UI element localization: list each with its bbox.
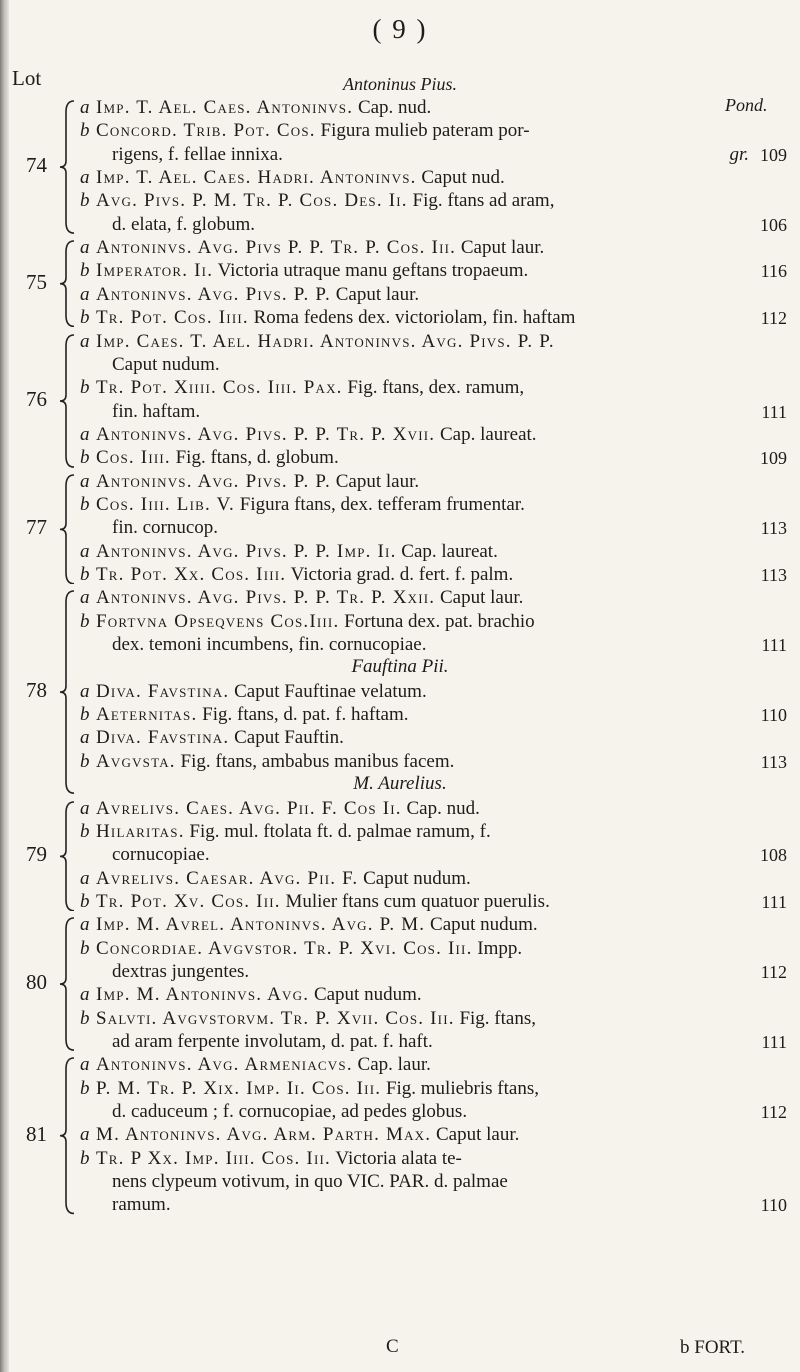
- entry-text: Tr. Pot. Xv. Cos. Iii. Mulier ftans cum quatuor puerulis.: [96, 890, 550, 912]
- entry-weight: 108: [760, 845, 787, 866]
- lot-brace: [58, 474, 76, 585]
- entry-side-letter: a: [80, 797, 90, 819]
- entry-side-letter: b: [80, 1147, 90, 1169]
- entry-weight: 110: [760, 1195, 787, 1216]
- coin-legend: Avg. Pivs. P. M. Tr. P. Cos. Des. Ii.: [96, 190, 408, 212]
- entry-text: Avrelivs. Caesar. Avg. Pii. F. Caput nudum.: [96, 867, 471, 889]
- entry-weight: 112: [760, 1102, 787, 1123]
- entry-side-letter: b: [80, 610, 90, 632]
- entry-weight: 109: [760, 144, 787, 165]
- entry-text: Tr. Pot. Cos. Iiii. Roma fedens dex. victoriolam, fin. haftam: [96, 307, 576, 329]
- entry-weight: 112: [760, 961, 787, 982]
- entry-text: nens clypeum votivum, in quo VIC. PAR. d. palmae: [112, 1171, 508, 1193]
- entry-text: Fortvna Opseqvens Cos.Iiii. Fortuna dex. pat. brachio: [96, 610, 535, 632]
- entry-side-letter: a: [80, 470, 90, 492]
- entry-text: Antoninvs. Avg. Pivs. P. P. Imp. Ii. Cap. laureat.: [96, 540, 498, 562]
- coin-legend: Imp. M. Antoninvs. Avg.: [96, 984, 310, 1006]
- coin-legend: Avgvsta.: [96, 750, 176, 772]
- entry-text: [96, 330, 555, 354]
- entry-side-letter: b: [80, 260, 90, 282]
- entry-side-letter: a: [80, 540, 90, 562]
- coin-legend: Antoninvs. Avg. Pivs. P. P. Tr. P. Xxii.: [96, 587, 436, 609]
- coin-legend: Cos. Iiii.: [96, 447, 171, 469]
- entry-side-letter: b: [80, 1077, 90, 1099]
- entry-text: Diva. Favstina. Caput Fauftin.: [96, 727, 344, 749]
- entry-text: Avrelivs. Caes. Avg. Pii. F. Cos Ii. Cap. nud.: [96, 797, 480, 819]
- lot-number: 75: [26, 269, 47, 294]
- running-head: Antoninus Pius.: [342, 74, 457, 94]
- entry-text: Antoninvs. Avg. Pivs P. P. Tr. P. Cos. Iii. Caput laur.: [96, 237, 545, 259]
- coin-legend: Tr. Pot. Cos. Iiii.: [96, 307, 249, 329]
- section-subheading: Fauftina Pii.: [351, 656, 449, 678]
- entry-side-letter: a: [80, 1054, 90, 1076]
- entry-side-letter: b: [80, 937, 90, 959]
- entry-text: Cos. Iiii. Lib. V. Figura ftans, dex. tefferam frumentar.: [96, 493, 525, 515]
- entry-side-letter: a: [80, 167, 90, 189]
- entry-side-letter: a: [80, 867, 90, 889]
- coin-legend: Imp. Caes. T. Ael. Hadri. Antoninvs. Avg. Pivs. P. P.: [96, 330, 555, 352]
- coin-legend: Fortvna Opseqvens Cos.Iiii.: [96, 610, 340, 632]
- entry-side-letter: a: [80, 330, 90, 352]
- coin-legend: Tr. Pot. Xx. Cos. Iiii.: [96, 564, 287, 585]
- entry-weight: 113: [760, 565, 787, 585]
- entry-weight: 112: [760, 308, 787, 329]
- lot-brace: [58, 801, 76, 912]
- catchword: b FORT.: [680, 1337, 746, 1358]
- lot-brace: [58, 334, 76, 468]
- entry-text: Concordiae. Avgvstor. Tr. P. Xvi. Cos. Iii. Impp.: [96, 937, 523, 959]
- entry-side-letter: a: [80, 914, 90, 936]
- entry-text: Avg. Pivs. P. M. Tr. P. Cos. Des. Ii. Fig. ftans ad aram,: [96, 190, 555, 212]
- entry-weight: 116: [760, 261, 787, 282]
- signature-mark: C: [386, 1336, 399, 1357]
- coin-legend: Imp. T. Ael. Caes. Hadri. Antoninvs.: [96, 167, 417, 189]
- entry-weight: 110: [760, 705, 787, 726]
- entry-text: M. Antoninvs. Avg. Arm. Parth. Max. Caput laur.: [96, 1124, 520, 1146]
- entry-side-letter: a: [80, 97, 90, 118]
- lot-brace: [58, 590, 76, 794]
- coin-legend: Antoninvs. Avg. Pivs. P. P. Imp. Ii.: [96, 540, 397, 562]
- coin-legend: Antoninvs. Avg. Armeniacvs.: [96, 1054, 353, 1076]
- coin-legend: Tr. Pot. Xiiii. Cos. Iiii. Pax.: [96, 377, 343, 399]
- entry-weight: 111: [761, 401, 787, 422]
- entry-text: Aeternitas. Fig. ftans, d. pat. f. haftam.: [96, 704, 409, 726]
- entry-side-letter: b: [80, 377, 90, 399]
- entry-weight: 111: [761, 891, 787, 912]
- lot-brace: [58, 100, 76, 234]
- entry-weight: 111: [761, 1032, 787, 1052]
- weight-unit: gr.: [729, 143, 749, 165]
- entry-text: Tr. P Xx. Imp. Iiii. Cos. Iii. Victoria alata te-: [96, 1147, 462, 1169]
- lot-number: 80: [26, 970, 47, 995]
- lot-brace: [58, 240, 76, 327]
- entry-text: Salvti. Avgvstorvm. Tr. P. Xvii. Cos. Iii. Fig. ftans,: [96, 1007, 536, 1029]
- entry-side-letter: b: [80, 1007, 90, 1029]
- entry-weight: 113: [760, 751, 787, 772]
- entry-text: ramum.: [112, 1194, 171, 1216]
- entry-side-letter: a: [80, 1124, 90, 1146]
- entry-side-letter: b: [80, 820, 90, 842]
- coin-legend: Tr. P Xx. Imp. Iiii. Cos. Iii.: [96, 1147, 331, 1169]
- entry-text: Caput nudum.: [112, 353, 220, 375]
- coin-legend: Imperator. Ii.: [96, 260, 214, 282]
- coin-legend: M. Antoninvs. Avg. Arm. Parth. Max.: [96, 1124, 432, 1146]
- coin-legend: Antoninvs. Avg. Pivs. P. P. Tr. P. Xvii.: [96, 423, 436, 445]
- coin-legend: Tr. Pot. Xv. Cos. Iii.: [96, 890, 281, 912]
- lot-number: 74: [26, 153, 47, 178]
- entry-side-letter: b: [80, 307, 90, 329]
- entry-side-letter: b: [80, 890, 90, 912]
- lot-brace: [58, 917, 76, 1051]
- coin-legend: Aeternitas.: [96, 704, 198, 726]
- entry-text: fin. haftam.: [112, 400, 201, 422]
- lot-number: 76: [26, 386, 47, 411]
- coin-legend: P. M. Tr. P. Xix. Imp. Ii. Cos. Iii.: [96, 1077, 382, 1099]
- entry-side-letter: a: [80, 984, 90, 1006]
- entry-text: Antoninvs. Avg. Pivs. P. P. Tr. P. Xxii. Caput laur.: [96, 587, 524, 609]
- entry-side-letter: a: [80, 727, 90, 749]
- coin-legend: Avrelivs. Caesar. Avg. Pii. F.: [96, 867, 359, 889]
- entry-side-letter: b: [80, 750, 90, 772]
- lot-number: 77: [26, 514, 47, 539]
- entry-side-letter: b: [80, 564, 90, 585]
- lot-number: 79: [26, 841, 47, 866]
- entry-text: Imp. T. Ael. Caes. Hadri. Antoninvs. Caput nud.: [96, 167, 505, 189]
- lot-number: 81: [26, 1122, 47, 1147]
- entry-side-letter: b: [80, 190, 90, 212]
- lot-number: 78: [26, 678, 47, 703]
- page-number: ( 9 ): [372, 14, 428, 44]
- entry-text: Concord. Trib. Pot. Cos. Figura mulieb pateram por-: [96, 120, 530, 142]
- entry-text: Imp. M. Antoninvs. Avg. Caput nudum.: [96, 984, 422, 1006]
- entry-side-letter: a: [80, 237, 90, 259]
- entry-side-letter: a: [80, 587, 90, 609]
- coin-legend: Imp. T. Ael. Caes. Antoninvs.: [96, 97, 354, 118]
- coin-legend: Avrelivs. Caes. Avg. Pii. F. Cos Ii.: [96, 797, 402, 819]
- coin-legend: Cos. Iiii. Lib. V.: [96, 493, 235, 515]
- entry-weight: 113: [760, 518, 787, 539]
- entry-side-letter: a: [80, 283, 90, 305]
- book-binding-edge: [0, 0, 9, 1372]
- entry-text: Imperator. Ii. Victoria utraque manu geftans tropaeum.: [96, 260, 529, 282]
- entry-text: Tr. Pot. Xx. Cos. Iiii. Victoria grad. d. fert. f. palm.: [96, 564, 514, 585]
- entry-text: fin. cornucop.: [112, 517, 219, 539]
- coin-legend: Imp. M. Avrel. Antoninvs. Avg. P. M.: [96, 914, 426, 936]
- entry-side-letter: b: [80, 493, 90, 515]
- coin-legend: Diva. Favstina.: [96, 680, 230, 702]
- entry-text: dex. temoni incumbens, fin. cornucopiae.: [112, 634, 427, 656]
- coin-legend: Diva. Favstina.: [96, 727, 230, 749]
- entry-side-letter: b: [80, 447, 90, 469]
- entry-side-letter: a: [80, 423, 90, 445]
- entry-text: Imp. T. Ael. Caes. Antoninvs. Cap. nud.: [96, 97, 432, 118]
- entry-weight: 111: [761, 635, 787, 656]
- coin-legend: Antoninvs. Avg. Pivs. P. P.: [96, 470, 331, 492]
- entry-text: P. M. Tr. P. Xix. Imp. Ii. Cos. Iii. Fig. muliebris ftans,: [96, 1077, 539, 1099]
- entry-text: Antoninvs. Avg. Pivs. P. P. Caput laur.: [96, 470, 420, 492]
- entry-text: Antoninvs. Avg. Pivs. P. P. Caput laur.: [96, 283, 420, 305]
- coin-legend: Antoninvs. Avg. Pivs. P. P.: [96, 283, 331, 305]
- entry-text: Antoninvs. Avg. Pivs. P. P. Tr. P. Xvii. Cap. laureat.: [96, 423, 537, 445]
- entry-text: cornucopiae.: [112, 844, 210, 866]
- coin-legend: Hilaritas.: [96, 820, 185, 842]
- entry-text: dextras jungentes.: [112, 960, 250, 982]
- entry-text: d. elata, f. globum.: [112, 213, 255, 235]
- coin-legend: Concord. Trib. Pot. Cos.: [96, 120, 316, 142]
- entry-side-letter: b: [80, 704, 90, 726]
- entry-side-letter: b: [80, 120, 90, 142]
- coin-legend: Salvti. Avgvstorvm. Tr. P. Xvii. Cos. Iii.: [96, 1007, 455, 1029]
- entry-weight: 109: [760, 448, 787, 469]
- entry-text: Diva. Favstina. Caput Fauftinae velatum.: [96, 680, 427, 702]
- coin-legend: Antoninvs. Avg. Pivs P. P. Tr. P. Cos. Iii.: [96, 237, 457, 259]
- entry-text: Imp. M. Avrel. Antoninvs. Avg. P. M. Caput nudum.: [96, 914, 538, 936]
- entry-text: Antoninvs. Avg. Armeniacvs. Cap. laur.: [96, 1054, 431, 1076]
- entry-side-letter: a: [80, 680, 90, 702]
- coin-legend: Concordiae. Avgvstor. Tr. P. Xvi. Cos. Iii.: [96, 937, 473, 959]
- entry-text: Avgvsta. Fig. ftans, ambabus manibus facem.: [96, 750, 455, 772]
- entry-text: Cos. Iiii. Fig. ftans, d. globum.: [96, 447, 339, 469]
- lot-brace: [58, 1057, 76, 1214]
- entry-text: d. caduceum ; f. cornucopiae, ad pedes globus.: [112, 1101, 468, 1123]
- entry-text: ad aram ferpente involutam, d. pat. f. haft.: [112, 1031, 433, 1052]
- section-subheading: M. Aurelius.: [353, 773, 447, 795]
- weight-column-header: Pond.: [725, 95, 768, 115]
- entry-text: rigens, f. fellae innixa.: [112, 143, 283, 165]
- entry-text: Hilaritas. Fig. mul. ftolata ft. d. palmae ramum, f.: [96, 820, 491, 842]
- lot-column-header: Lot: [12, 66, 42, 90]
- entry-text: Tr. Pot. Xiiii. Cos. Iiii. Pax. Fig. ftans, dex. ramum,: [96, 377, 525, 399]
- entry-weight: 106: [760, 214, 787, 235]
